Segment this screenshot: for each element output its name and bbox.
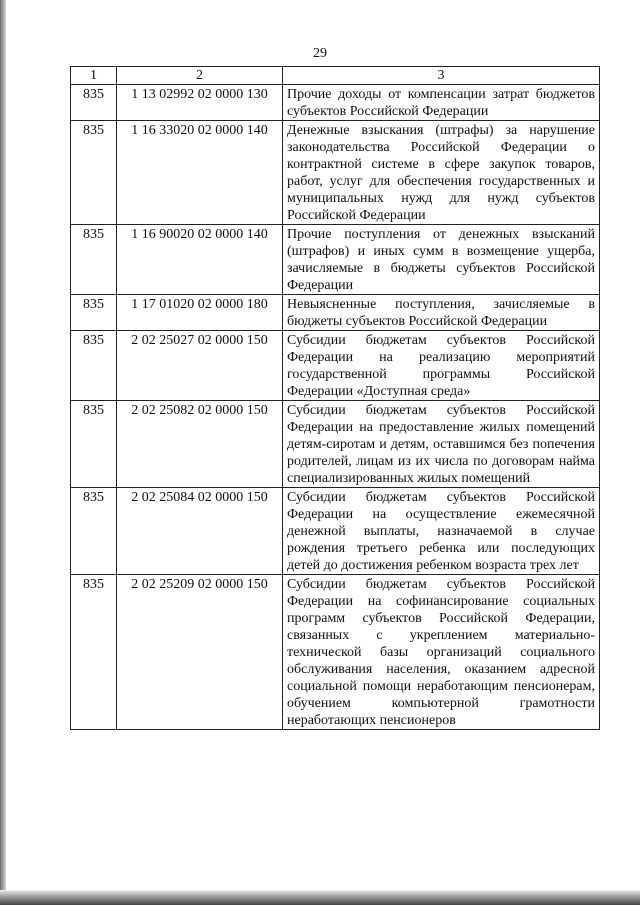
description-cell: Прочие доходы от компенсации затрат бюджетов субъектов Российской Федерации	[283, 85, 600, 121]
admin-code-cell: 835	[71, 85, 117, 121]
table-row	[71, 225, 600, 295]
kbk-code-cell: 2 02 25209 02 0000 150	[117, 575, 283, 730]
table-row	[71, 295, 600, 331]
description-cell: Невыясненные поступления, зачисляемые в бюджеты субъектов Российской Федерации	[283, 295, 600, 331]
kbk-code-cell: 1 16 33020 02 0000 140	[117, 121, 283, 225]
description-cell: Субсидии бюджетам субъектов Российской Федерации на осуществление ежемесячной денежной выплаты, назначаемой в случае рождения третьего ребенка или последующих детей до достижения ребенком возраста трех лет	[283, 488, 600, 575]
table-row	[71, 488, 600, 575]
admin-code-cell: 835	[71, 295, 117, 331]
admin-code-cell: 835	[71, 331, 117, 401]
table-header-row	[71, 67, 600, 85]
kbk-code-cell: 2 02 25084 02 0000 150	[117, 488, 283, 575]
kbk-code-cell: 1 13 02992 02 0000 130	[117, 85, 283, 121]
description-cell: Денежные взыскания (штрафы) за нарушение законодательства Российской Федерации о контрактной системе в сфере закупок товаров, работ, услуг для обеспечения государственных и муниципальных нужд для нужд субъектов Российской Федерации	[283, 121, 600, 225]
admin-code-cell: 835	[71, 121, 117, 225]
scan-left-edge	[0, 0, 6, 905]
description-cell: Субсидии бюджетам субъектов Российской Федерации на реализацию мероприятий государственной программы Российской Федерации «Доступная среда»	[283, 331, 600, 401]
kbk-code-cell: 1 16 90020 02 0000 140	[117, 225, 283, 295]
page-number: 29	[313, 46, 327, 61]
kbk-code-cell: 2 02 25027 02 0000 150	[117, 331, 283, 401]
description-cell: Субсидии бюджетам субъектов Российской Федерации на софинансирование социальных программ субъектов Российской Федерации, связанных с укреплением материально-технической базы организаций социального обслуживания населения, оказанием адресной социальной помощи неработающим пенсионерам, обучением компьютерной грамотности неработающих пенсионеров	[283, 575, 600, 730]
table-row	[71, 85, 600, 121]
table-row	[71, 121, 600, 225]
admin-code-cell: 835	[71, 225, 117, 295]
column-header-2: 2	[117, 67, 283, 85]
table-row	[71, 331, 600, 401]
admin-code-cell: 835	[71, 575, 117, 730]
admin-code-cell: 835	[71, 401, 117, 488]
column-header-1: 1	[71, 67, 117, 85]
admin-code-cell: 835	[71, 488, 117, 575]
kbk-code-cell: 2 02 25082 02 0000 150	[117, 401, 283, 488]
table-row	[71, 401, 600, 488]
column-header-3: 3	[283, 67, 600, 85]
revenue-codes-table	[70, 66, 600, 730]
kbk-code-cell: 1 17 01020 02 0000 180	[117, 295, 283, 331]
description-cell: Прочие поступления от денежных взысканий (штрафов) и иных сумм в возмещение ущерба, зачисляемые в бюджеты субъектов Российской Федерации	[283, 225, 600, 295]
scan-bottom-edge	[0, 890, 640, 905]
description-cell: Субсидии бюджетам субъектов Российской Федерации на предоставление жилых помещений детям-сиротам и детям, оставшимся без попечения родителей, лицам из их числа по договорам найма специализированных жилых помещений	[283, 401, 600, 488]
table-row	[71, 575, 600, 730]
